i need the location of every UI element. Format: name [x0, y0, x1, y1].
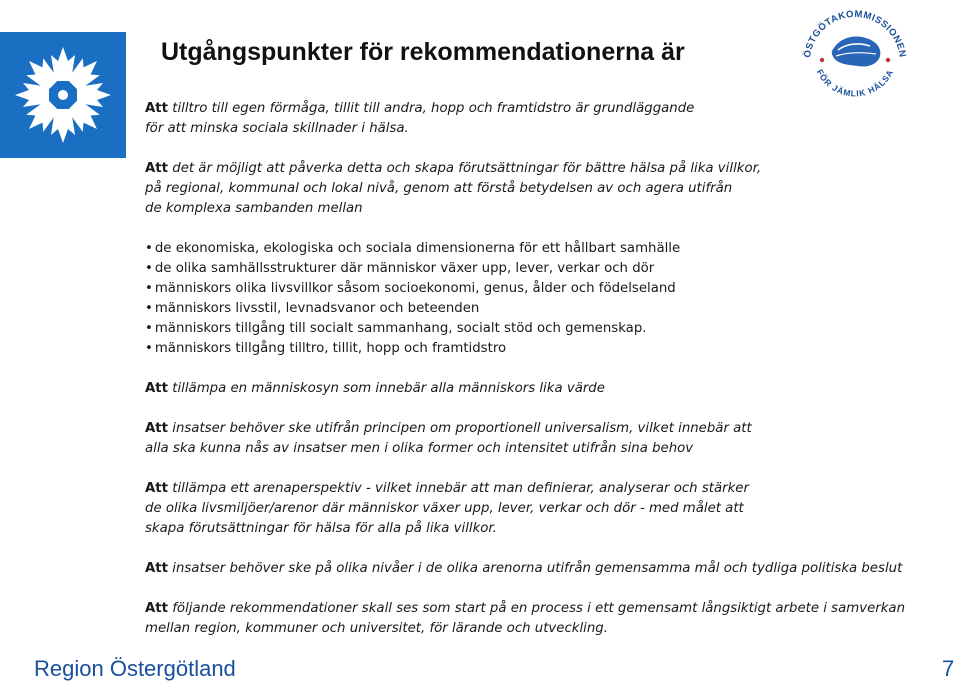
bullet-icon: •: [145, 261, 153, 276]
paragraph-5: [145, 479, 925, 539]
paragraph-text: insatser behöver ske på olika nivåer i de olika arenorna utifrån gemensamma mål och tydliga politiska beslut: [172, 561, 903, 576]
list-item: • människors olika livsvillkor såsom socioekonomi, genus, ålder och födelseland: [145, 281, 676, 296]
svg-text:ÖSTGÖTAKOMMISSIONEN: ÖSTGÖTAKOMMISSIONEN: [802, 8, 908, 59]
paragraph-text: de komplexa sambanden mellan: [145, 201, 363, 216]
bullet-icon: •: [145, 341, 153, 356]
bullet-icon: •: [145, 241, 153, 256]
lead-word: Att: [145, 101, 169, 116]
lead-word: Att: [145, 481, 169, 496]
paragraph-7: [145, 599, 925, 639]
page-number: 7: [942, 656, 955, 681]
bullet-icon: •: [145, 281, 153, 296]
list-item: • människors livsstil, levnadsvanor och beteenden: [145, 301, 480, 316]
list-item: • de olika samhällsstrukturer där människor växer upp, lever, verkar och dör: [145, 261, 655, 276]
paragraph-text: tilltro till egen förmåga, tillit till andra, hopp och framtidstro är grundläggande: [172, 101, 695, 116]
region-ostergotland-flower-logo: [0, 32, 126, 158]
paragraph-text: de olika livsmiljöer/arenor där människor växer upp, lever, verkar och dör - med målet att: [145, 501, 744, 516]
paragraph-text: för att minska sociala skillnader i hälsa.: [145, 121, 409, 136]
list-item: • de ekonomiska, ekologiska och sociala dimensionerna för ett hållbart samhälle: [145, 241, 681, 256]
paragraph-text: följande rekommendationer skall ses som start på en process i ett gemensamt långsiktigt arbete i samverkan: [172, 601, 905, 616]
paragraph-text: mellan region, kommuner och universitet, för lärande och utveckling.: [145, 621, 608, 636]
bullet-icon: •: [145, 301, 153, 316]
paragraph-text: skapa förutsättningar för hälsa för alla på lika villkor.: [145, 521, 497, 536]
paragraph-text: det är möjligt att påverka detta och skapa förutsättningar för bättre hälsa på lika villkor,: [172, 161, 762, 176]
paragraph-text: tillämpa en människosyn som innebär alla människors lika värde: [172, 381, 605, 396]
lead-word: Att: [145, 601, 169, 616]
paragraph-2: [145, 159, 925, 219]
lead-word: Att: [145, 161, 169, 176]
paragraph-text: på regional, kommunal och lokal nivå, genom att förstå betydelsen av och agera utifrån: [145, 181, 733, 196]
lead-word: Att: [145, 381, 169, 396]
slide-body: [145, 99, 925, 659]
ostgotakommissionen-logo: [796, 4, 914, 108]
paragraph-6: [145, 559, 925, 579]
paragraph-text: insatser behöver ske utifrån principen om proportionell universalism, vilket innebär att: [172, 421, 752, 436]
paragraph-1: [145, 99, 925, 139]
footer-brand: Region Östergötland: [34, 656, 236, 681]
paragraph-3: [145, 379, 925, 399]
list-item: • människors tillgång tilltro, tillit, hopp och framtidstro: [145, 341, 507, 356]
flower-icon: [0, 32, 126, 158]
svg-text:FÖR JÄMLIK HÄLSA: FÖR JÄMLIK HÄLSA: [814, 67, 896, 99]
lead-word: Att: [145, 561, 169, 576]
list-item: • människors tillgång till socialt sammanhang, socialt stöd och gemenskap.: [145, 321, 647, 336]
bullet-list: [145, 239, 925, 359]
lead-word: Att: [145, 421, 169, 436]
bullet-icon: •: [145, 321, 153, 336]
paragraph-text: alla ska kunna nås av insatser men i olika former och intensitet utifrån sina behov: [145, 441, 694, 456]
slide-title: Utgångspunkter för rekommendationerna är: [161, 38, 685, 66]
paragraph-text: tillämpa ett arenaperspektiv - vilket innebär att man definierar, analyserar och stärker: [172, 481, 749, 496]
paragraph-4: [145, 419, 925, 459]
